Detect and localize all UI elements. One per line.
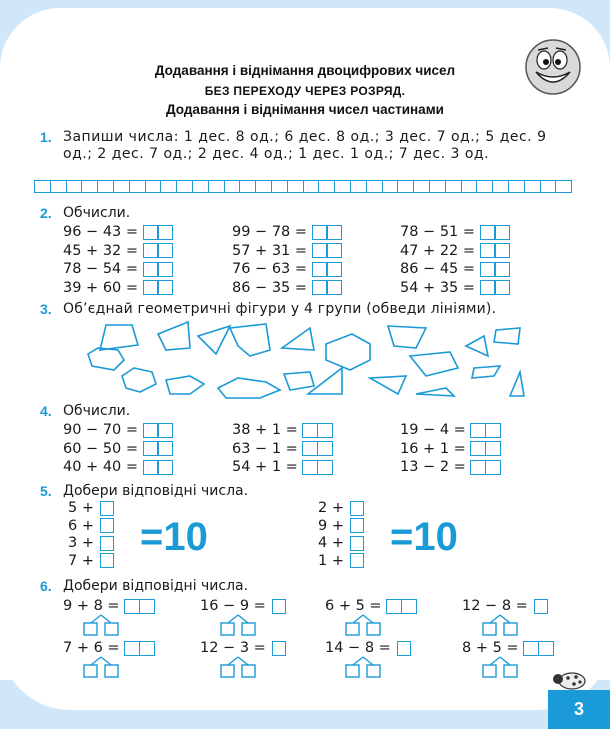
answer-cell[interactable] (176, 180, 193, 193)
task-2-text: Обчисли. (63, 205, 131, 221)
answer-cell[interactable] (129, 180, 146, 193)
page-subtitle: БЕЗ ПЕРЕХОДУ ЧЕРЕЗ РОЗРЯД. (204, 84, 406, 98)
answer-cell[interactable] (382, 180, 399, 193)
task-5-text: Добери відповідні числа. (63, 483, 249, 499)
equation (63, 640, 155, 656)
answer-box[interactable] (481, 225, 510, 240)
geometric-shapes[interactable] (70, 320, 530, 400)
page-title-2: Додавання і віднімання чисел частинами (166, 102, 444, 117)
equation (232, 261, 342, 277)
split-diagram[interactable] (220, 614, 256, 636)
shape-quad-1 (100, 325, 138, 350)
split-diagram[interactable] (482, 614, 518, 636)
answer-cell[interactable] (508, 180, 525, 193)
equation-text: 63 − 1 = (232, 440, 298, 457)
equation (63, 459, 173, 475)
answer-box[interactable] (472, 460, 501, 475)
ladybug-icon (552, 668, 588, 690)
answer-cell[interactable] (303, 180, 320, 193)
page-number: 3 (548, 690, 610, 729)
equation-text: 12 − 8 = (462, 598, 528, 614)
split-diagram[interactable] (220, 656, 256, 678)
equation (400, 459, 501, 475)
equals-ten-left: =10 (140, 515, 208, 559)
answer-cell[interactable] (255, 180, 272, 193)
shape-hexagon-4 (166, 376, 204, 394)
task-5-number: 5. (40, 483, 52, 499)
equation (462, 598, 548, 614)
equation-text: 54 + 1 = (232, 459, 298, 475)
equation-text: 1 + (318, 552, 344, 569)
equation-text: 9 + (318, 517, 344, 534)
equation (68, 553, 114, 569)
answer-box[interactable] (144, 423, 173, 438)
answer-box[interactable] (100, 518, 114, 533)
answer-cell[interactable] (540, 180, 557, 193)
answer-cell[interactable] (397, 180, 414, 193)
answer-box[interactable] (525, 641, 554, 656)
answer-cell[interactable] (334, 180, 351, 193)
shape-triangle-1 (198, 326, 230, 354)
answer-cell[interactable] (50, 180, 67, 193)
shape-pentagon-2 (388, 326, 426, 348)
equation-text: 96 − 43 = (63, 224, 139, 240)
shape-quad-3 (410, 352, 458, 376)
equation (68, 518, 114, 534)
answer-box[interactable] (144, 262, 173, 277)
task-1-number: 1. (40, 129, 52, 145)
answer-cell[interactable] (208, 180, 225, 193)
answer-cell[interactable] (350, 180, 367, 193)
shape-hexagon-5 (218, 378, 280, 398)
answer-cell[interactable] (476, 180, 493, 193)
answer-box[interactable] (272, 599, 286, 614)
answer-box[interactable] (100, 501, 114, 516)
answer-box[interactable] (100, 536, 114, 551)
answer-box[interactable] (350, 553, 364, 568)
equals-ten-right: =10 (390, 515, 458, 559)
equation-text: 9 + 8 = (63, 598, 120, 614)
equation (232, 224, 342, 240)
equation-text: 19 − 4 = (400, 422, 466, 438)
answer-box[interactable] (144, 225, 173, 240)
answer-cell[interactable] (445, 180, 462, 193)
task-3-text: Об’єднай геометричні фігури у 4 групи (обведи лініями). (63, 301, 497, 317)
equation-text: 4 + (318, 535, 344, 551)
answer-cell[interactable] (429, 180, 446, 193)
answer-box[interactable] (100, 553, 114, 568)
equation-text: 86 − 35 = (232, 279, 308, 296)
answer-box[interactable] (126, 599, 155, 614)
equation-text: 76 − 63 = (232, 261, 308, 277)
answer-cell[interactable] (113, 180, 130, 193)
shape-triangle-3 (466, 336, 488, 356)
equation-text: 60 − 50 = (63, 440, 139, 457)
task-1-text: Запиши числа: 1 дес. 8 од.; 6 дес. 8 од.; 3 дес. 7 од.; 5 дес. 9 од.; 2 дес. 7 од.; 2 дес. 4 од.; 1 дес. 1 од.; 7 дес. 3 од. (63, 129, 547, 162)
equation-text: 99 − 78 = (232, 224, 308, 240)
answer-box[interactable] (472, 441, 501, 456)
equation (63, 224, 173, 240)
equation (200, 598, 286, 614)
task-3-number: 3. (40, 301, 52, 317)
answer-box[interactable] (472, 423, 501, 438)
answer-box[interactable] (313, 280, 342, 295)
equation (63, 422, 173, 438)
answer-cell[interactable] (271, 180, 288, 193)
equation (400, 261, 510, 277)
equation (63, 261, 173, 277)
equation-text: 14 − 8 = (325, 640, 391, 656)
answer-cell[interactable] (34, 180, 51, 193)
task-2-number: 2. (40, 205, 52, 221)
answer-box[interactable] (313, 243, 342, 258)
shape-quad-5 (284, 372, 314, 390)
split-diagram[interactable] (345, 656, 381, 678)
equation-text: 6 + 5 = (325, 598, 382, 614)
answer-box[interactable] (144, 280, 173, 295)
equation (400, 224, 510, 240)
equation-text: 13 − 2 = (400, 459, 466, 475)
equation (232, 243, 342, 259)
equation (325, 640, 411, 656)
answer-box[interactable] (350, 536, 364, 551)
split-diagram[interactable] (83, 614, 119, 636)
shape-quad-2 (158, 322, 190, 350)
equation (325, 598, 417, 614)
equation-text: 45 + 32 = (63, 242, 139, 259)
answer-box[interactable] (144, 441, 173, 456)
equation-text: 6 + (68, 517, 94, 534)
answer-box[interactable] (272, 641, 286, 656)
answer-box[interactable] (126, 641, 155, 656)
answer-box[interactable] (481, 262, 510, 277)
equation-text: 16 + 1 = (400, 440, 466, 457)
split-diagram[interactable] (482, 656, 518, 678)
shape-quad-6 (472, 366, 500, 378)
equation-text: 90 − 70 = (63, 422, 139, 438)
answer-cell[interactable] (492, 180, 509, 193)
answer-box[interactable] (350, 518, 364, 533)
equation-text: 12 − 3 = (200, 640, 266, 656)
smiley-face-icon (524, 38, 582, 96)
equation-text: 5 + (68, 500, 94, 516)
answer-box[interactable] (304, 441, 333, 456)
shape-triangle-6 (416, 388, 454, 396)
equation (232, 422, 333, 438)
shape-pentagon-1 (230, 324, 270, 356)
equation (318, 553, 364, 569)
equation-text: 2 + (318, 500, 344, 516)
equation (462, 640, 554, 656)
equation (400, 280, 510, 296)
task-4-text: Обчисли. (63, 403, 131, 419)
answer-box[interactable] (534, 599, 548, 614)
answer-cell[interactable] (145, 180, 162, 193)
answer-cell[interactable] (413, 180, 430, 193)
answer-cell[interactable] (318, 180, 335, 193)
answer-box[interactable] (481, 280, 510, 295)
answer-cell[interactable] (555, 180, 572, 193)
equation-text: 7 + 6 = (63, 640, 120, 656)
equation (400, 243, 510, 259)
shape-hexagon-1 (88, 348, 124, 370)
equation (318, 500, 364, 516)
equation-text: 78 − 54 = (63, 261, 139, 277)
shape-triangle-5 (370, 376, 406, 394)
task-6-number: 6. (40, 578, 52, 594)
equation (400, 422, 501, 438)
answer-cell[interactable] (524, 180, 541, 193)
answer-box[interactable] (397, 641, 411, 656)
shape-hexagon-3 (122, 368, 156, 392)
shape-hexagon-2 (326, 334, 370, 370)
answer-cell[interactable] (66, 180, 83, 193)
equation-text: 38 + 1 = (232, 422, 298, 438)
answer-cell[interactable] (287, 180, 304, 193)
answer-cell[interactable] (192, 180, 209, 193)
answer-cell[interactable] (81, 180, 98, 193)
equation-text: 57 + 31 = (232, 242, 308, 259)
equation-text: 8 + 5 = (462, 640, 519, 656)
equation (63, 598, 155, 614)
equation-text: 54 + 35 = (400, 279, 476, 296)
split-diagram[interactable] (83, 656, 119, 678)
answer-cell[interactable] (366, 180, 383, 193)
equation (200, 640, 286, 656)
equation (68, 535, 114, 551)
answer-cells[interactable] (35, 180, 572, 193)
equation (63, 441, 173, 457)
answer-box[interactable] (144, 460, 173, 475)
equation-text: 39 + 60 = (63, 279, 139, 296)
answer-box[interactable] (350, 501, 364, 516)
answer-cell[interactable] (160, 180, 177, 193)
equation (63, 280, 173, 296)
equation (318, 535, 364, 551)
shape-triangle-2 (282, 328, 314, 350)
shape-triangle-7 (510, 372, 524, 396)
equation (68, 500, 114, 516)
task-4-number: 4. (40, 403, 52, 419)
equation-text: 7 + (68, 552, 94, 569)
equation-text: 40 + 40 = (63, 459, 139, 475)
equation (232, 280, 342, 296)
answer-box[interactable] (481, 243, 510, 258)
equation (232, 441, 333, 457)
equation (400, 441, 501, 457)
equation (318, 518, 364, 534)
equation-text: 78 − 51 = (400, 224, 476, 240)
answer-box[interactable] (304, 423, 333, 438)
equation-text: 47 + 22 = (400, 242, 476, 259)
answer-box[interactable] (313, 262, 342, 277)
answer-box[interactable] (313, 225, 342, 240)
equation (232, 459, 333, 475)
task-6-text: Добери відповідні числа. (63, 578, 249, 594)
answer-box[interactable] (304, 460, 333, 475)
answer-cell[interactable] (97, 180, 114, 193)
shape-quad-4 (494, 328, 520, 344)
page-title: Додавання і віднімання двоцифрових чисел (154, 63, 456, 78)
split-diagram[interactable] (345, 614, 381, 636)
equation-text: 86 − 45 = (400, 261, 476, 277)
answer-cell[interactable] (461, 180, 478, 193)
answer-cell[interactable] (239, 180, 256, 193)
answer-box[interactable] (388, 599, 417, 614)
equation-text: 3 + (68, 535, 94, 551)
answer-cell[interactable] (224, 180, 241, 193)
equation-text: 16 − 9 = (200, 598, 266, 614)
answer-box[interactable] (144, 243, 173, 258)
equation (63, 243, 173, 259)
